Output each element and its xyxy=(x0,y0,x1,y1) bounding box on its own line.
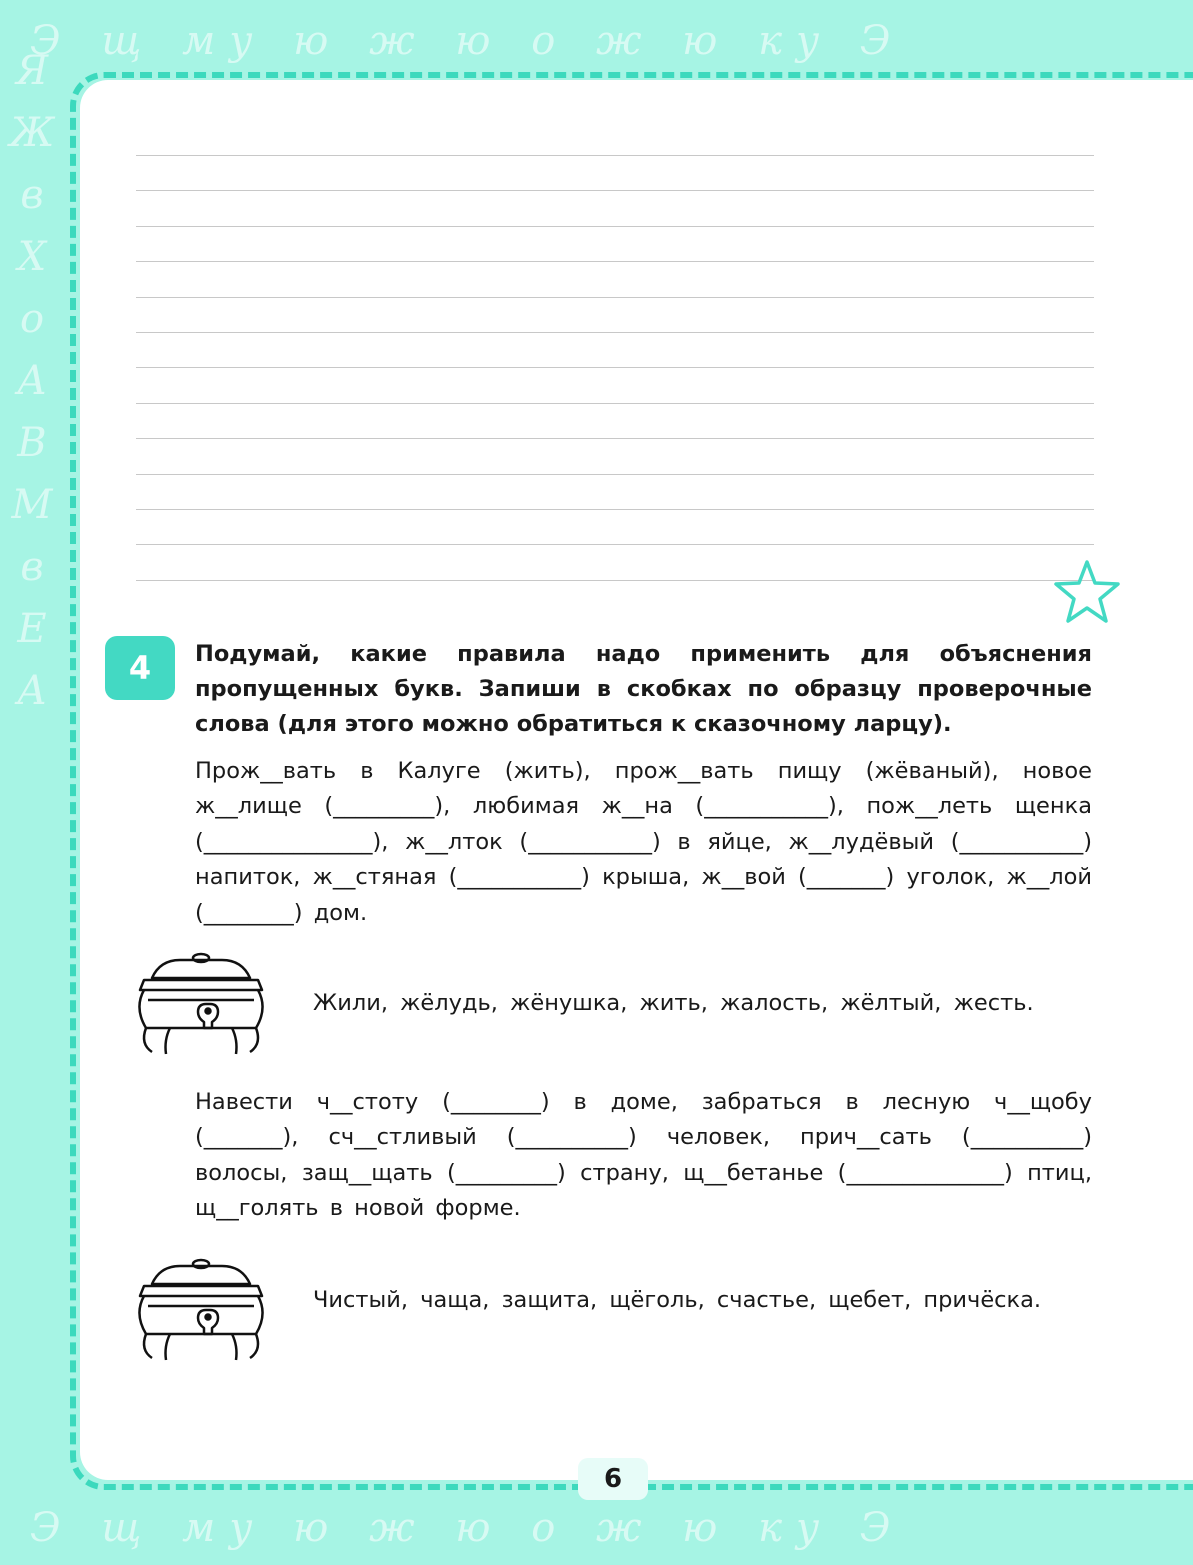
writing-lines[interactable] xyxy=(136,155,1094,615)
background-script-pattern-left: Я Ж в Х о А В М в Е А xyxy=(9,48,55,714)
chest-words-2: Чистый, чаща, защита, щёголь, счастье, щебет, причёска. xyxy=(313,1287,1042,1313)
chest-words-1: Жили, жёлудь, жёнушка, жить, жалость, жёлтый, жесть. xyxy=(313,990,1034,1016)
chest-icon xyxy=(130,1254,272,1364)
background-script-pattern-top: Э щ му ю ж ю о ж ю ку Э xyxy=(30,18,905,64)
star-icon xyxy=(1053,558,1121,624)
page-number: 6 xyxy=(578,1458,648,1500)
background-script-pattern-bottom: Э щ му ю ж ю о ж ю ку Э xyxy=(30,1505,905,1551)
task-number-badge: 4 xyxy=(105,636,175,700)
exercise-text-2[interactable]: Навести ч__стоту (________) в доме, забраться в лесную ч__щобу (_______), сч__стливый (__________) человек, прич__сать (__________) волосы, защ__щать (_________) страну, щ__бетанье (______________) птиц, щ__голять в новой форме. xyxy=(195,1089,1092,1222)
task-instruction: Подумай, какие правила надо применить для объяснения пропущенных букв. Запиши в скобках по образцу проверочные слова (для этого можно обратиться к сказочному ларцу). xyxy=(195,641,1092,737)
chest-icon xyxy=(130,948,272,1058)
exercise-text-1[interactable]: Прож__вать в Калуге (жить), прож__вать пищу (жёваный), новое ж__лище (_________), любимая ж__на (___________), пож__леть щенка (_______________), ж__лток (___________) в яйце, ж__лудёвый (___________) напиток, ж__стяная (___________) крыша, ж__вой (_______) уголок, ж__лой (________) дом. xyxy=(195,758,1092,926)
